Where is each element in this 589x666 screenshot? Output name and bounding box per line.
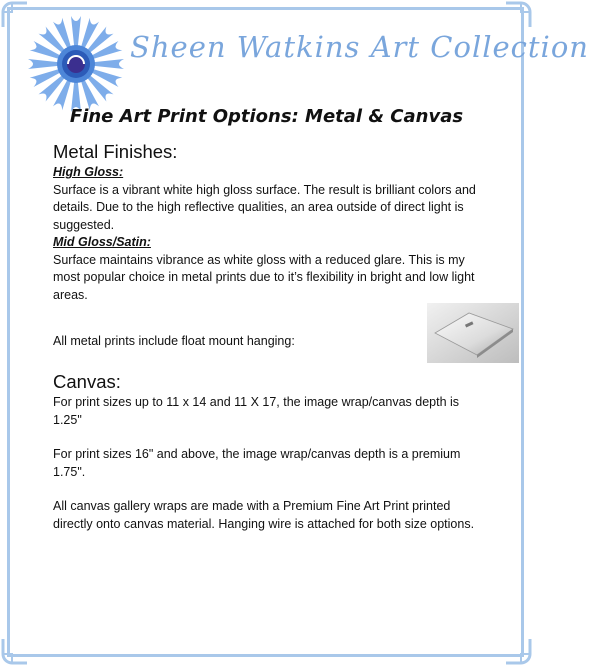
float-mount-text: All metal prints include float mount hanging: bbox=[53, 334, 295, 349]
corner-ornament bbox=[0, 636, 30, 666]
sun-logo-icon bbox=[26, 14, 126, 114]
high-gloss-text: Surface is a vibrant white high gloss surface. The result is brilliant colors and details. Due to the high reflective qualities, an area outside of direct light is suggested. bbox=[53, 182, 476, 232]
canvas-para-3: All canvas gallery wraps are made with a Premium Fine Art Print printed directly onto canvas material. Hanging wire is attached for both size options. bbox=[53, 499, 475, 531]
mid-gloss-text: Surface maintains vibrance as white gloss with a reduced glare. This is my most popular choice in metal prints due to it’s flexibility in bright and low light areas. bbox=[53, 252, 475, 302]
corner-ornament bbox=[503, 0, 533, 30]
metal-print-image bbox=[427, 303, 519, 363]
brand-name: Sheen Watkins Art Collection bbox=[130, 30, 589, 64]
metal-heading: Metal Finishes: bbox=[53, 141, 178, 162]
high-gloss-label: High Gloss: bbox=[53, 165, 124, 179]
canvas-para-2: For print sizes 16" and above, the image wrap/canvas depth is a premium 1.75". bbox=[53, 447, 461, 479]
canvas-heading: Canvas: bbox=[53, 371, 121, 392]
page-title: Fine Art Print Options: Metal & Canvas bbox=[69, 106, 464, 127]
corner-ornament bbox=[503, 636, 533, 666]
content bbox=[53, 140, 483, 533]
mid-gloss-label: Mid Gloss/Satin: bbox=[53, 235, 151, 249]
canvas-para-1: For print sizes up to 11 x 14 and 11 X 17, the image wrap/canvas depth is 1.25" bbox=[53, 395, 460, 427]
float-mount-row bbox=[53, 304, 483, 362]
